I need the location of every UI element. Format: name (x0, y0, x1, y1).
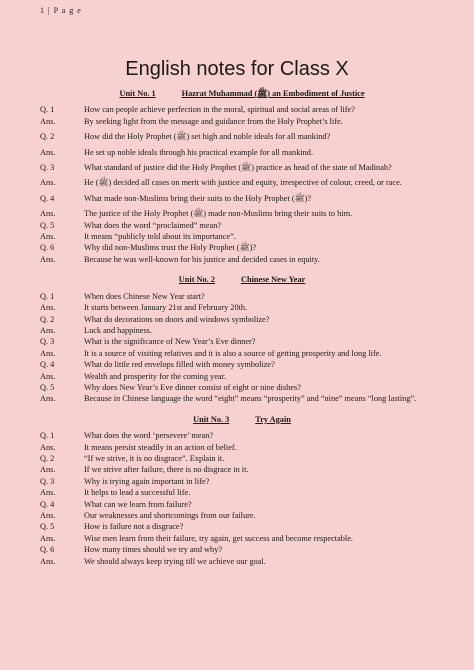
qa-text: How is failure not a disgrace? (84, 522, 184, 532)
qa-label: Ans. (40, 254, 56, 264)
qa-row (40, 302, 444, 313)
qa-text: Luck and happiness. (84, 325, 152, 335)
qa-row (40, 231, 444, 242)
qa-text: What standard of justice did the Holy Prophet (ﷺ) practice as head of the state of Madinah? (84, 163, 392, 173)
qa-label: Ans. (40, 178, 56, 188)
qa-text: When does Chinese New Year start? (84, 291, 205, 301)
qa-text: What can we learn from failure? (84, 499, 192, 509)
qa-text: What do little red envelops filled with money symbolize? (84, 360, 275, 370)
unit-2-name: Chinese New Year (240, 275, 306, 285)
qa-row (40, 242, 444, 253)
qa-text: How did the Holy Prophet (ﷺ) set high and noble ideals for all mankind? (84, 132, 331, 142)
unit-3-section (40, 414, 444, 567)
qa-text: Because in Chinese language the word “eight” means “prosperity” and “nine” means “long lasting”. (84, 394, 417, 404)
qa-label: Q. 5 (40, 382, 55, 392)
qa-row (40, 131, 444, 142)
qa-row (40, 499, 444, 510)
qa-label: Q. 3 (40, 337, 55, 347)
unit-1-name: Hazrat Muhammad (ﷺ) an Embodiment of Justice (181, 89, 365, 98)
qa-row (40, 177, 444, 188)
qa-text: It helps to lead a successful life. (84, 488, 191, 498)
qa-label: Ans. (40, 325, 56, 335)
qa-text: How many times should we try and why? (84, 545, 223, 555)
unit-1-heading (40, 88, 444, 99)
qa-text: Why did non-Muslims trust the Holy Prophet (ﷺ)? (84, 243, 257, 253)
qa-row (40, 442, 444, 453)
qa-row (40, 521, 444, 532)
qa-label: Ans. (40, 209, 56, 219)
qa-row (40, 430, 444, 441)
notes-content (40, 88, 444, 576)
qa-text: How can people achieve perfection in the moral, spiritual and social areas of life? (84, 105, 355, 115)
unit-3-heading (40, 414, 444, 425)
qa-row (40, 393, 444, 404)
qa-text: What is the significance of New Year’s Eve dinner? (84, 337, 256, 347)
qa-text: It is a source of visiting relatives and it is also a source of getting prosperity and long life. (84, 348, 382, 358)
qa-row (40, 291, 444, 302)
qa-label: Q. 5 (40, 522, 55, 532)
document-title: English notes for Class X (125, 58, 349, 80)
qa-row (40, 162, 444, 173)
qa-row (40, 104, 444, 115)
qa-label: Ans. (40, 465, 56, 475)
qa-text: Our weaknesses and shortcomings from our failure. (84, 511, 256, 520)
qa-text: We should always keep trying till we achieve our goal. (84, 556, 266, 566)
qa-row (40, 544, 444, 555)
qa-label: Ans. (40, 511, 56, 520)
qa-text: If we strive after failure, there is no disgrace in it. (84, 465, 249, 475)
qa-text: He set up noble ideals through his practical example for all mankind. (84, 147, 314, 157)
qa-text: “If we strive, it is no disgrace”. Explain it. (84, 453, 225, 463)
qa-label: Q. 1 (40, 431, 55, 441)
qa-label: Q. 3 (40, 476, 55, 486)
qa-row (40, 359, 444, 370)
qa-text: It means “publicly told about its importance”. (84, 232, 236, 242)
qa-row (40, 510, 444, 521)
qa-row (40, 556, 444, 567)
unit-1-section (40, 88, 444, 265)
qa-row (40, 208, 444, 219)
qa-row (40, 193, 444, 204)
qa-row (40, 476, 444, 487)
qa-label: Q. 1 (40, 291, 55, 301)
qa-row (40, 371, 444, 382)
qa-label: Q. 5 (40, 220, 55, 230)
qa-label: Q. 2 (40, 314, 55, 324)
qa-label: Ans. (40, 556, 56, 566)
qa-text: By seeking light from the message and guidance from the Holy Prophet’s life. (84, 116, 343, 126)
qa-label: Ans. (40, 116, 56, 126)
qa-label: Q. 2 (40, 132, 55, 142)
page-number: 1 | P a g e (40, 6, 82, 15)
qa-row (40, 254, 444, 265)
qa-label: Ans. (40, 371, 56, 381)
qa-label: Ans. (40, 303, 56, 313)
qa-text: What do decorations on doors and windows symbolize? (84, 314, 270, 324)
qa-label: Ans. (40, 533, 56, 543)
qa-text: It starts between January 21st and February 20th. (84, 303, 248, 313)
qa-text: What does the word ‘persevere’ mean? (84, 431, 214, 441)
qa-label: Ans. (40, 147, 56, 157)
qa-row (40, 336, 444, 347)
qa-text: Wealth and prosperity for the coming year. (84, 371, 226, 381)
qa-text: What does the word “proclaimed” mean? (84, 220, 222, 230)
qa-text: What made non-Muslims bring their suits to the Holy Prophet (ﷺ)? (84, 193, 312, 203)
qa-label: Q. 4 (40, 499, 55, 509)
qa-label: Q. 4 (40, 360, 55, 370)
qa-row (40, 147, 444, 158)
qa-label: Q. 6 (40, 243, 55, 253)
qa-row (40, 348, 444, 359)
qa-row (40, 382, 444, 393)
qa-label: Q. 6 (40, 545, 55, 555)
unit-1-number: Unit No. 1 (119, 89, 156, 98)
qa-text: The justice of the Holy Prophet (ﷺ) made non-Muslims bring their suits to him. (84, 209, 353, 219)
qa-row (40, 464, 444, 475)
qa-text: Why is trying again important in life? (84, 476, 210, 486)
qa-label: Q. 2 (40, 453, 55, 463)
qa-label: Ans. (40, 348, 56, 358)
qa-label: Ans. (40, 442, 56, 452)
qa-row (40, 314, 444, 325)
qa-row (40, 116, 444, 127)
qa-row (40, 533, 444, 544)
qa-text: He (ﷺ) decided all cases on merit with justice and equity, irrespective of colour, creed, or race. (84, 178, 402, 188)
qa-row (40, 220, 444, 231)
unit-2-heading (40, 274, 444, 285)
qa-text: Why does New Year’s Eve dinner consist of eight or nine dishes? (84, 382, 301, 392)
qa-label: Ans. (40, 394, 56, 404)
qa-row (40, 325, 444, 336)
qa-label: Q. 3 (40, 163, 55, 173)
qa-label: Q. 1 (40, 105, 55, 115)
qa-text: Wise men learn from their failure, try again, get success and become respectable. (84, 533, 353, 543)
qa-text: Because he was well-known for his justice and decided cases in equity. (84, 254, 320, 264)
qa-text: It means persist steadily in an action of belief. (84, 442, 237, 452)
qa-row (40, 487, 444, 498)
qa-row (40, 453, 444, 464)
qa-label: Ans. (40, 232, 56, 242)
unit-2-number: Unit No. 2 (178, 275, 215, 285)
qa-label: Q. 4 (40, 193, 55, 203)
qa-label: Ans. (40, 488, 56, 498)
unit-3-number: Unit No. 3 (193, 414, 230, 424)
unit-2-section (40, 274, 444, 404)
unit-3-name: Try Again (255, 414, 291, 424)
